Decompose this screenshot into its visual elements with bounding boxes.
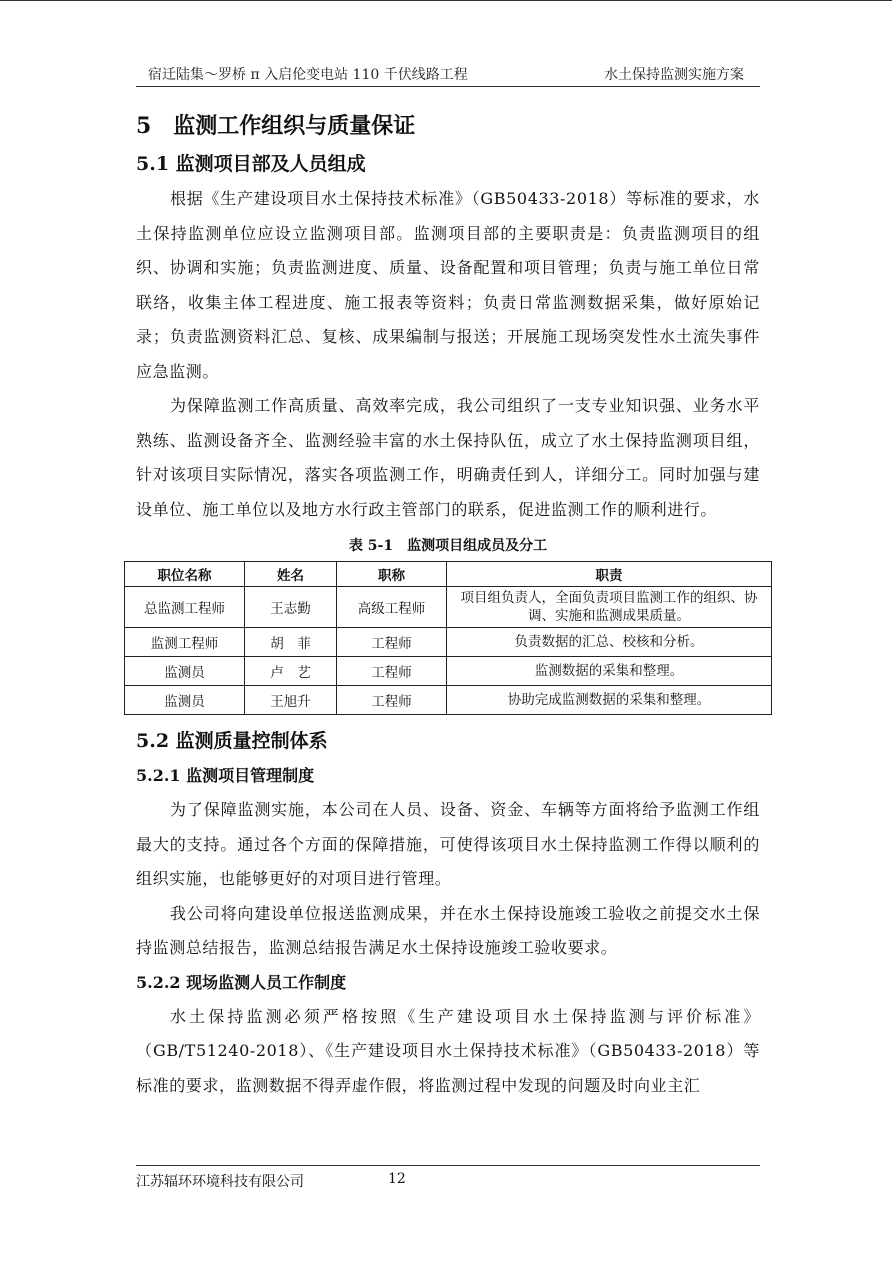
cell-name: 卢 艺 <box>245 657 337 686</box>
section-5-2-2-title: 5.2.2 现场监测人员工作制度 <box>136 972 347 992</box>
cell-duty: 负责数据的汇总、校核和分析。 <box>447 628 772 657</box>
page-top-border <box>0 0 892 1</box>
page-body <box>136 106 760 1103</box>
cell-title: 高级工程师 <box>337 587 447 628</box>
cell-position: 监测工程师 <box>125 628 245 657</box>
section-5-2-1-paragraph-1: 为了保障监测实施，本公司在人员、设备、资金、车辆等方面将给予监测工作组最大的支持。通过各个方面的保障措施，可使得该项目水土保持监测工作得以顺利的组织实施，也能够更好的对项目进行管理。 <box>136 800 760 888</box>
table-row <box>125 657 772 686</box>
column-header-name: 姓名 <box>245 562 337 587</box>
cell-title: 工程师 <box>337 657 447 686</box>
column-header-duty: 职责 <box>447 562 772 587</box>
members-table <box>124 561 772 715</box>
page-header <box>136 64 760 87</box>
section-5-1-title: 5.1 监测项目部及人员组成 <box>136 153 366 175</box>
cell-position: 总监测工程师 <box>125 587 245 628</box>
page-number: 12 <box>388 1171 406 1187</box>
chapter-title: 5 监测工作组织与质量保证 <box>136 113 416 139</box>
header-project-name: 宿迁陆集～罗桥 π 入启伦变电站 110 千伏线路工程 <box>148 67 468 83</box>
cell-duty: 协助完成监测数据的采集和整理。 <box>447 686 772 715</box>
header-document-type: 水土保持监测实施方案 <box>604 67 744 83</box>
page-footer <box>136 1165 760 1190</box>
table-row <box>125 686 772 715</box>
column-header-title: 职称 <box>337 562 447 587</box>
cell-title: 工程师 <box>337 628 447 657</box>
cell-position: 监测员 <box>125 686 245 715</box>
section-5-2-1-title: 5.2.1 监测项目管理制度 <box>136 766 315 785</box>
table-row <box>125 587 772 628</box>
section-5-2-1-paragraph-2: 我公司将向建设单位报送监测成果，并在水土保持设施竣工验收之前提交水土保持监测总结报告，监测总结报告满足水土保持设施竣工验收要求。 <box>136 903 760 957</box>
section-5-1-paragraph-1: 根据《生产建设项目水土保持技术标准》（GB50433-2018）等标准的要求，水土保持监测单位应设立监测项目部。监测项目部的主要职责是：负责监测项目的组织、协调和实施；负责监测进度、质量、设备配置和项目管理；负责与施工单位日常联络，收集主体工程进度、施工报表等资料；负责日常监测数据采集，做好原始记录；负责监测资料汇总、复核、成果编制与报送；开展施工现场突发性水土流失事件应急监测。 <box>136 189 760 381</box>
footer-company: 江苏辐环环境科技有限公司 <box>136 1174 304 1190</box>
section-5-1-paragraph-2: 为保障监测工作高质量、高效率完成，我公司组织了一支专业知识强、业务水平熟练、监测设备齐全、监测经验丰富的水土保持队伍，成立了水土保持监测项目组，针对该项目实际情况，落实各项监测工作，明确责任到人，详细分工。同时加强与建设单位、施工单位以及地方水行政主管部门的联系，促进监测工作的顺利进行。 <box>136 396 760 519</box>
table-header-row <box>125 562 772 587</box>
cell-name: 王志勤 <box>245 587 337 628</box>
cell-duty: 项目组负责人，全面负责项目监测工作的组织、协调、实施和监测成果质量。 <box>447 587 772 628</box>
cell-position: 监测员 <box>125 657 245 686</box>
cell-title: 工程师 <box>337 686 447 715</box>
table-caption: 表 5-1 监测项目组成员及分工 <box>348 538 548 554</box>
cell-duty: 监测数据的采集和整理。 <box>447 657 772 686</box>
table-row <box>125 628 772 657</box>
column-header-position: 职位名称 <box>125 562 245 587</box>
section-5-2-title: 5.2 监测质量控制体系 <box>136 730 328 752</box>
cell-name: 王旭升 <box>245 686 337 715</box>
cell-name: 胡 菲 <box>245 628 337 657</box>
section-5-2-2-paragraph-1: 水土保持监测必须严格按照《生产建设项目水土保持监测与评价标准》（GB/T51240-2018）、《生产建设项目水土保持技术标准》（GB50433-2018）等标准的要求，监测数据不得弄虚作假，将监测过程中发现的问题及时向业主汇 <box>136 1006 760 1095</box>
